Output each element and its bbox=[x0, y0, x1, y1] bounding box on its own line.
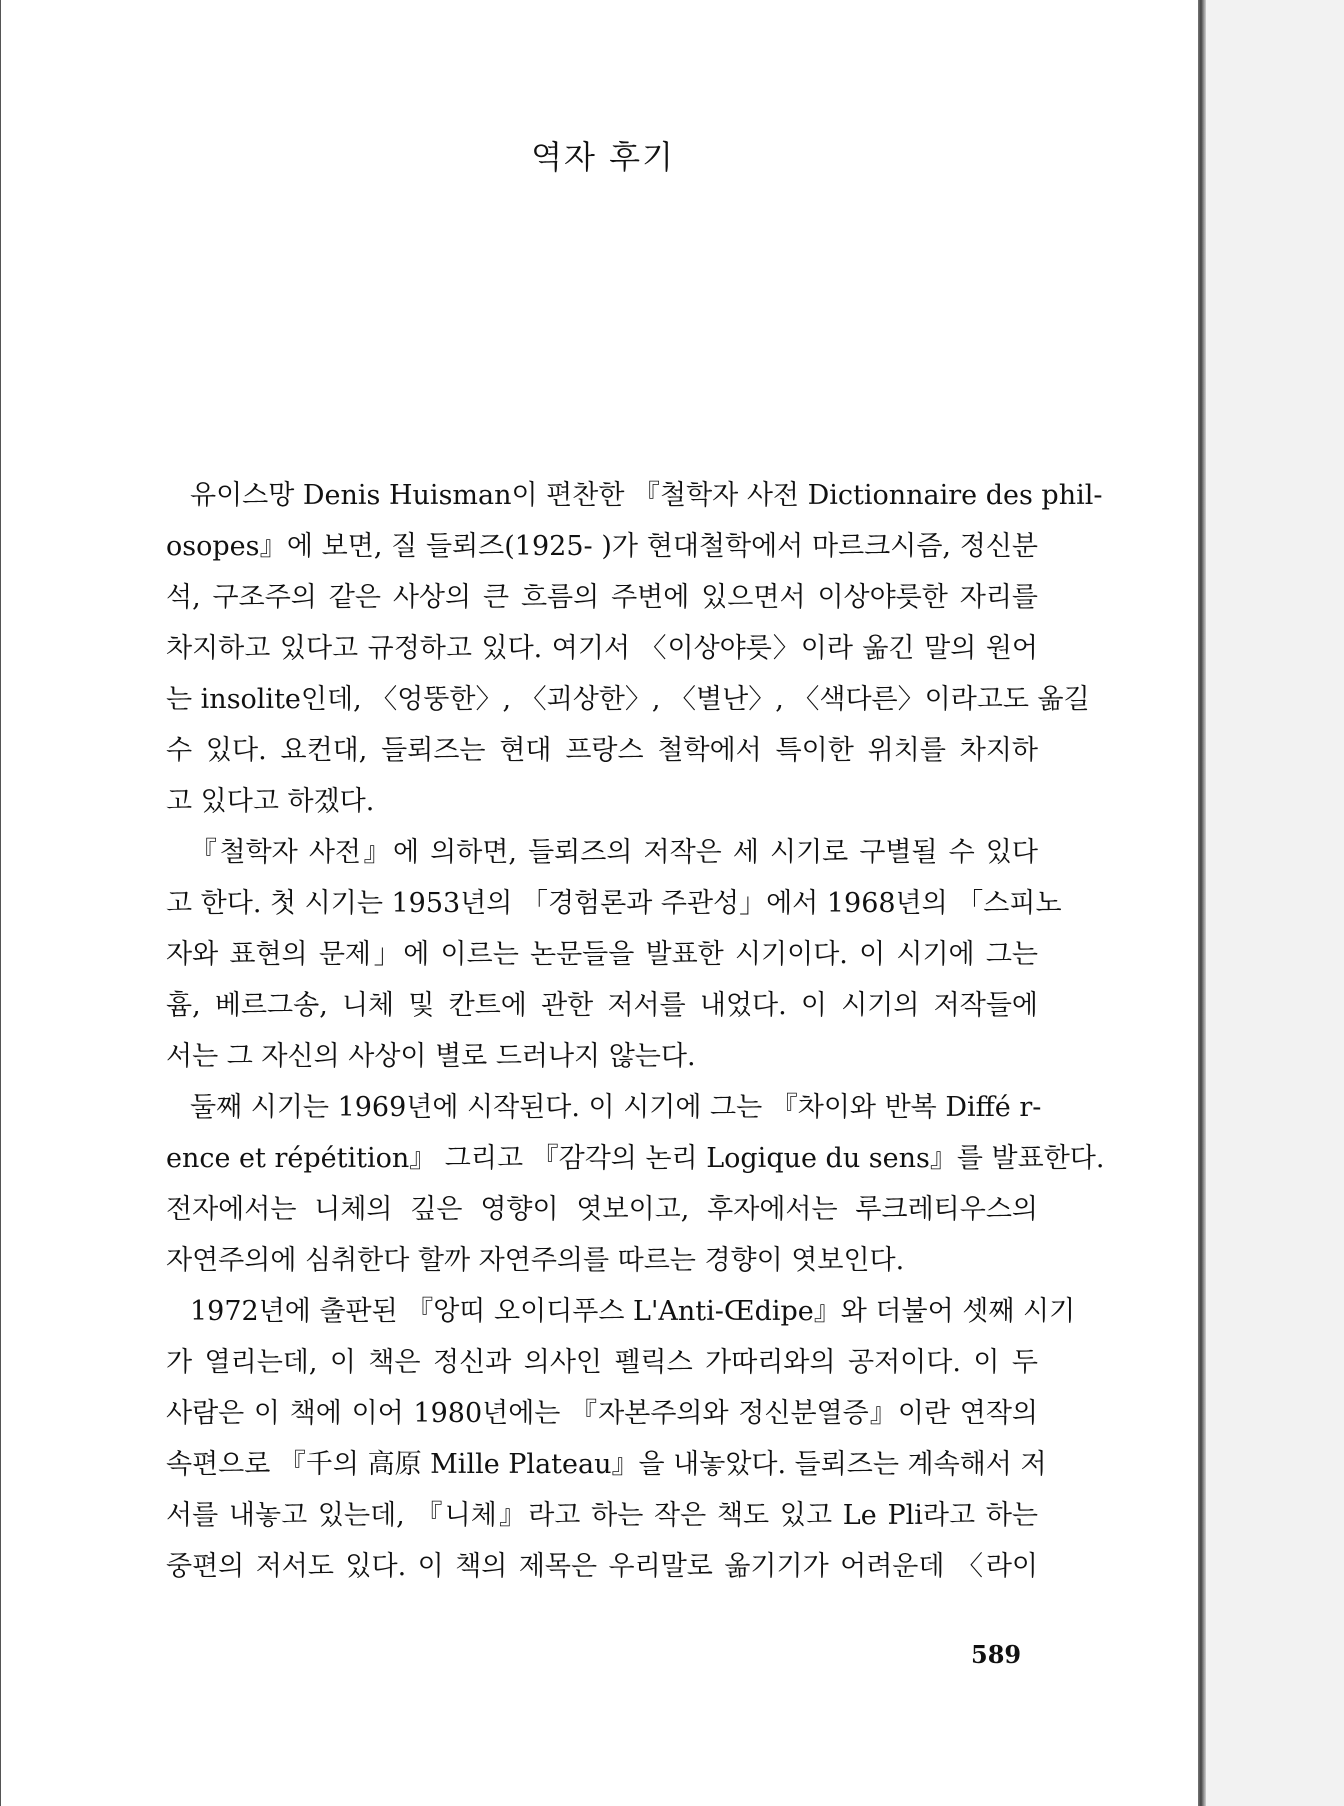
text-line: 전자에서는 니체의 깊은 영향이 엿보이고, 후자에서는 루크레티우스의 bbox=[166, 1194, 1038, 1225]
text-line: 사람은 이 책에 이어 1980년에는 『자본주의와 정신분열증』이란 연작의 bbox=[166, 1398, 1038, 1429]
body-text bbox=[166, 470, 1105, 1592]
page-edge bbox=[1198, 0, 1206, 1806]
text-line: 둘째 시기는 1969년에 시작된다. 이 시기에 그는 『차이와 반복 Diffé r- bbox=[190, 1092, 1042, 1123]
page-title: 역자 후기 bbox=[531, 138, 675, 176]
text-line: 서는 그 자신의 사상이 별로 드러나지 않는다. bbox=[166, 1041, 696, 1072]
text-line: 차지하고 있다고 규정하고 있다. 여기서 〈이상야릇〉이라 옮긴 말의 원어 bbox=[166, 633, 1038, 664]
text-line: 자연주의에 심취한다 할까 자연주의를 따르는 경향이 엿보인다. bbox=[166, 1245, 905, 1276]
text-line: 자와 표현의 문제」에 이르는 논문들을 발표한 시기이다. 이 시기에 그는 bbox=[166, 939, 1038, 970]
text-line: 는 insolite인데, 〈엉뚱한〉, 〈괴상한〉, 〈별난〉, 〈색다른〉이라고도 옮길 bbox=[166, 684, 1090, 715]
text-line: 중편의 저서도 있다. 이 책의 제목은 우리말로 옮기기가 어려운데 〈라이 bbox=[166, 1551, 1038, 1582]
text-line: 서를 내놓고 있는데, 『니체』라고 하는 작은 책도 있고 Le Pli라고 하는 bbox=[166, 1500, 1038, 1531]
text-line: 수 있다. 요컨대, 들뢰즈는 현대 프랑스 철학에서 특이한 위치를 차지하 bbox=[166, 735, 1038, 766]
text-line: osopes』에 보면, 질 들뢰즈(1925- )가 현대철학에서 마르크시즘, 정신분 bbox=[166, 531, 1038, 562]
text-line: 유이스망 Denis Huisman이 편찬한 『철학자 사전 Dictionnaire des phil- bbox=[190, 480, 1103, 511]
text-line: 속편으로 『千의 高原 Mille Plateau』을 내놓았다. 들뢰즈는 계속해서 저 bbox=[166, 1449, 1047, 1480]
background-margin bbox=[1206, 0, 1344, 1806]
text-line: 1972년에 출판된 『앙띠 오이디푸스 L'Anti-Œdipe』와 더불어 셋째 시기 bbox=[190, 1296, 1076, 1327]
text-line: 흄, 베르그송, 니체 및 칸트에 관한 저서를 내었다. 이 시기의 저작들에 bbox=[166, 990, 1038, 1021]
text-line: 고 한다. 첫 시기는 1953년의 「경험론과 주관성」에서 1968년의 「스피노 bbox=[166, 888, 1062, 919]
text-line: 고 있다고 하겠다. bbox=[166, 786, 375, 817]
page-number: 589 bbox=[971, 1640, 1022, 1669]
text-line: 가 열리는데, 이 책은 정신과 의사인 펠릭스 가따리와의 공저이다. 이 두 bbox=[166, 1347, 1038, 1378]
text-line: 석, 구조주의 같은 사상의 큰 흐름의 주변에 있으면서 이상야릇한 자리를 bbox=[166, 582, 1038, 613]
text-line: 『철학자 사전』에 의하면, 들뢰즈의 저작은 세 시기로 구별될 수 있다 bbox=[190, 837, 1038, 868]
text-line: ence et répétition』 그리고 『감각의 논리 Logique du sens』를 발표한다. bbox=[166, 1143, 1105, 1174]
